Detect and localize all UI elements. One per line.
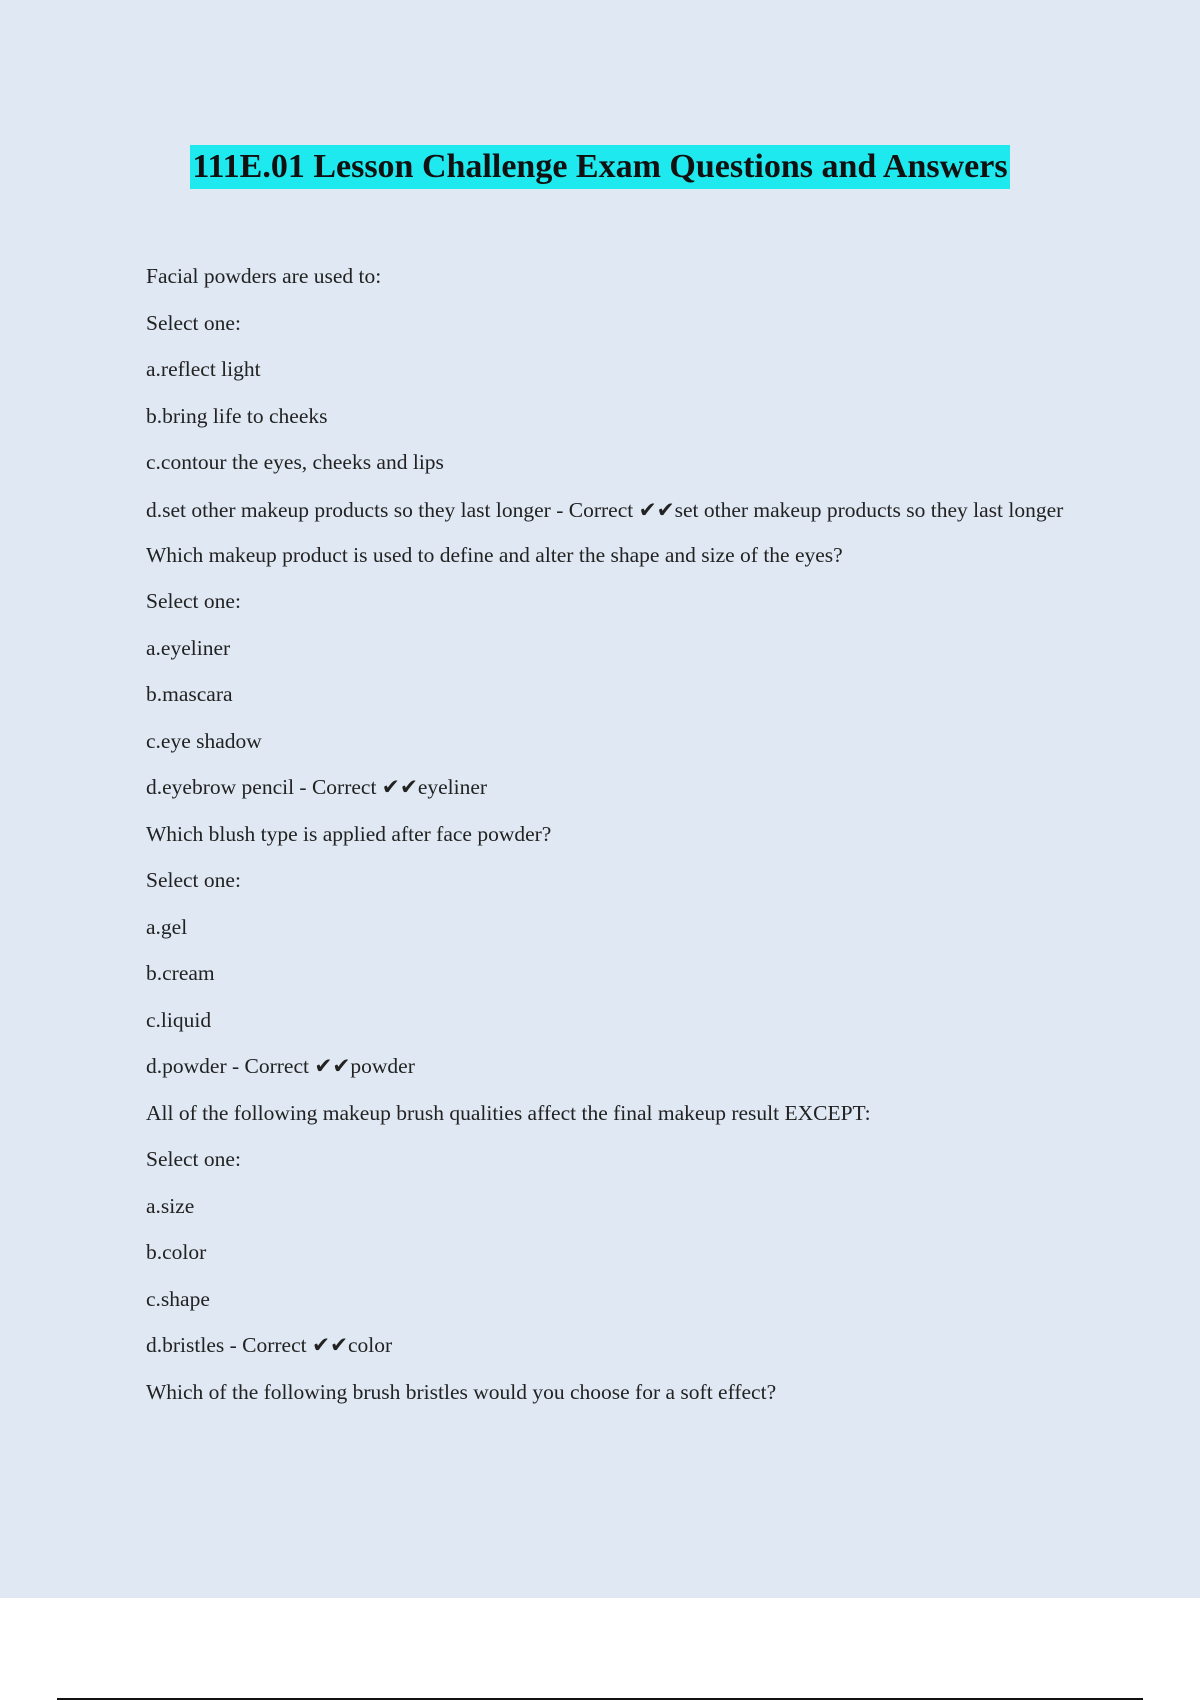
option-line: a.size (146, 1193, 195, 1218)
question-line: All of the following makeup brush qualities affect the final makeup result EXCEPT: (146, 1100, 871, 1125)
answer-line: d.bristles - Correct ✔✔color (146, 1333, 393, 1357)
option-line: c.liquid (146, 1007, 212, 1032)
document-title: 111E.01 Lesson Challenge Exam Questions and Answers (190, 145, 1009, 189)
option-line: b.cream (146, 961, 215, 985)
question-line: Which blush type is applied after face powder? (146, 821, 552, 846)
option-line: a.eyeliner (146, 635, 231, 660)
answer-line: d.set other makeup products so they last longer - Correct ✔✔set other makeup products so they last longer (146, 497, 1064, 522)
question-line: Facial powders are used to: (146, 264, 382, 288)
select-prompt: Select one: (146, 310, 241, 335)
title-container (0, 145, 1200, 189)
answer-line: d.eyebrow pencil - Correct ✔✔eyeliner (146, 775, 488, 799)
select-prompt: Select one: (146, 868, 241, 892)
select-prompt: Select one: (146, 589, 241, 613)
question-line: Which of the following brush bristles would you choose for a soft effect? (146, 1379, 777, 1404)
option-line: b.mascara (146, 682, 233, 706)
option-line: c.eye shadow (146, 728, 262, 753)
select-prompt: Select one: (146, 1147, 241, 1171)
question-line: Which makeup product is used to define and alter the shape and size of the eyes? (146, 542, 843, 567)
option-line: a.gel (146, 914, 188, 939)
option-line: c.shape (146, 1286, 210, 1311)
qa-content (146, 256, 1086, 1418)
option-line: b.color (146, 1240, 207, 1264)
option-line: c.contour the eyes, cheeks and lips (146, 450, 444, 474)
option-line: a.reflect light (146, 357, 261, 381)
answer-line: d.powder - Correct ✔✔powder (146, 1054, 415, 1078)
option-line: b.bring life to cheeks (146, 403, 328, 428)
